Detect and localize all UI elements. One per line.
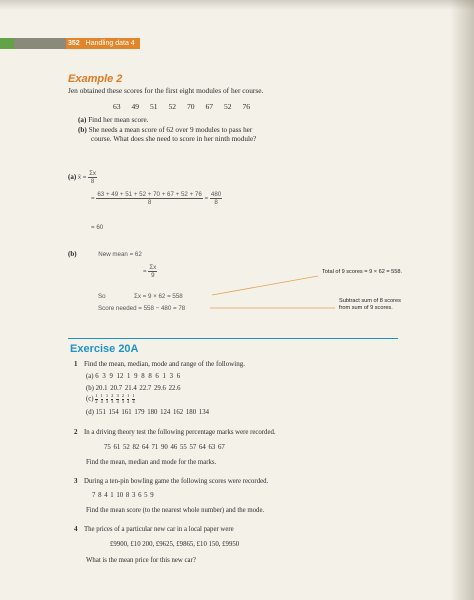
solution-b-sum: Σx = 9 × 62 = 558 — [134, 293, 183, 300]
section-label: Handling data 4 — [85, 40, 135, 47]
q1c-fraction-numerator: 1 — [100, 393, 103, 398]
question-2-data: 75 61 52 82 64 71 90 46 55 57 64 63 67 — [104, 444, 225, 451]
part-b-label: (b) — [78, 126, 87, 134]
q1c-fraction — [106, 394, 108, 404]
side-note-subtract-line2: from sum of 9 scores. — [339, 305, 393, 311]
question-2 — [74, 428, 276, 437]
question-4-task: What is the mean price for this new car? — [86, 557, 196, 564]
q1b-data: 20.1 20.7 21.4 22.7 29.6 22.6 — [95, 385, 181, 392]
q1c-fraction-numerator: 3 — [116, 393, 119, 398]
side-note-total: Total of 9 scores = 9 × 62 = 558. — [322, 269, 403, 275]
question-3-data: 7 8 4 1 10 8 3 6 5 9 — [92, 492, 154, 499]
new-mean: New mean = 62 — [98, 251, 142, 258]
q1c-fractions — [95, 393, 137, 404]
question-1c — [86, 394, 138, 404]
q1d-label: (d) — [86, 409, 94, 416]
question-2-number: 2 — [74, 428, 78, 436]
count-n: 8 — [90, 178, 95, 185]
solution-a-label: (a) — [68, 173, 77, 182]
q1c-fraction-numerator: 2 — [111, 393, 114, 398]
solution-a-result: = 60 — [91, 224, 104, 231]
q1c-fraction-numerator: 2 — [121, 393, 125, 398]
question-3-number: 3 — [74, 477, 78, 485]
q1c-fraction-numerator: 1 — [127, 393, 130, 398]
q1c-fraction — [122, 394, 124, 404]
question-1d — [86, 408, 209, 417]
total-denominator: 8 — [214, 199, 218, 206]
sum-numerator: 63 + 49 + 51 + 52 + 70 + 67 + 52 + 76 — [97, 191, 202, 198]
q1b-label: (b) — [86, 385, 94, 392]
q1c-fraction — [132, 394, 134, 404]
q1c-fraction-denominator: 4 — [132, 398, 135, 404]
sum-x: Σx — [89, 170, 96, 177]
example-title: Example 2 — [68, 73, 123, 85]
q1c-fraction-numerator: 1 — [95, 393, 98, 398]
example-scores: 63 49 51 52 70 67 52 76 — [113, 102, 251, 111]
question-3 — [74, 477, 268, 486]
page-number: 352 — [68, 40, 80, 47]
q1c-fraction-denominator: 4 — [100, 398, 103, 404]
part-b-line1: She needs a mean score of 62 over 9 modules to pass her — [88, 126, 253, 134]
q1c-fraction — [101, 394, 103, 404]
q1c-fraction-denominator: 4 — [116, 398, 119, 404]
sum-denominator: 8 — [147, 199, 152, 206]
question-3-task: Find the mean score (to the nearest whole number) and the mode. — [86, 507, 265, 514]
q1c-fraction-denominator: 3 — [111, 398, 114, 404]
question-4-number: 4 — [74, 525, 78, 533]
q1c-fraction — [116, 394, 118, 404]
q1c-fraction — [127, 394, 129, 404]
q1c-fraction — [111, 394, 113, 404]
question-2-task: Find the mean, median and mode for the marks. — [86, 459, 217, 466]
q1c-fraction-numerator: 1 — [105, 393, 109, 398]
equals-sign-b: = — [143, 268, 147, 276]
example-intro: Jen obtained these scores for the first eight modules of her course. — [68, 86, 264, 95]
part-a-label: (a) — [78, 116, 87, 124]
question-1a — [86, 372, 180, 381]
xbar-symbol: x̄ = — [77, 174, 87, 182]
question-1b — [86, 384, 181, 393]
question-1-number: 1 — [74, 360, 78, 368]
count-nine: 9 — [151, 272, 155, 279]
q1d-data: 151 154 161 179 180 124 162 180 134 — [95, 409, 209, 416]
question-4-text: The prices of a particular new car in a local paper were — [84, 526, 234, 533]
q1c-fraction-denominator: 4 — [127, 398, 130, 404]
q1c-fraction — [95, 394, 97, 404]
question-1 — [74, 360, 245, 369]
score-needed-label: Score needed — [98, 305, 137, 312]
exercise-divider — [68, 338, 398, 339]
question-4 — [74, 525, 234, 534]
total-numerator: 480 — [210, 191, 222, 198]
equals-sign-2: = — [204, 195, 209, 203]
note1-connector — [212, 276, 318, 295]
question-3-text: During a ten-pin bowling game the following scores were recorded. — [84, 478, 269, 485]
q1a-label: (a) — [86, 373, 94, 380]
q1c-fraction-numerator: 1 — [132, 393, 135, 398]
question-1-text: Find the mean, median, mode and range of the following. — [84, 360, 245, 368]
q1c-label: (c) — [86, 395, 94, 403]
part-a-text: Find her mean score. — [88, 116, 149, 124]
q1c-fraction-denominator: 3 — [121, 398, 125, 404]
sum-x-b: Σx — [149, 264, 157, 271]
part-b-line2: course. What does she need to score in her ninth module? — [91, 135, 257, 143]
solution-b-so: So — [98, 293, 106, 300]
equals-sign: = — [91, 195, 95, 203]
q1c-fraction-denominator: 3 — [105, 398, 109, 404]
side-note-subtract-line1: Subtract sum of 8 scores — [339, 298, 401, 304]
question-4-data: £9900, £10 200, £9625, £9865, £10 150, £9950 — [110, 541, 240, 548]
solution-b-label: (b) — [68, 250, 77, 258]
exercise-title: Exercise 20A — [70, 343, 139, 355]
score-needed-calc: = 558 − 480 = 78 — [138, 305, 186, 312]
question-2-text: In a driving theory test the following percentage marks were recorded. — [84, 429, 276, 436]
q1c-fraction-denominator: 2 — [95, 398, 98, 404]
q1a-data: 6 3 9 12 1 9 8 8 6 1 3 6 — [95, 373, 181, 380]
